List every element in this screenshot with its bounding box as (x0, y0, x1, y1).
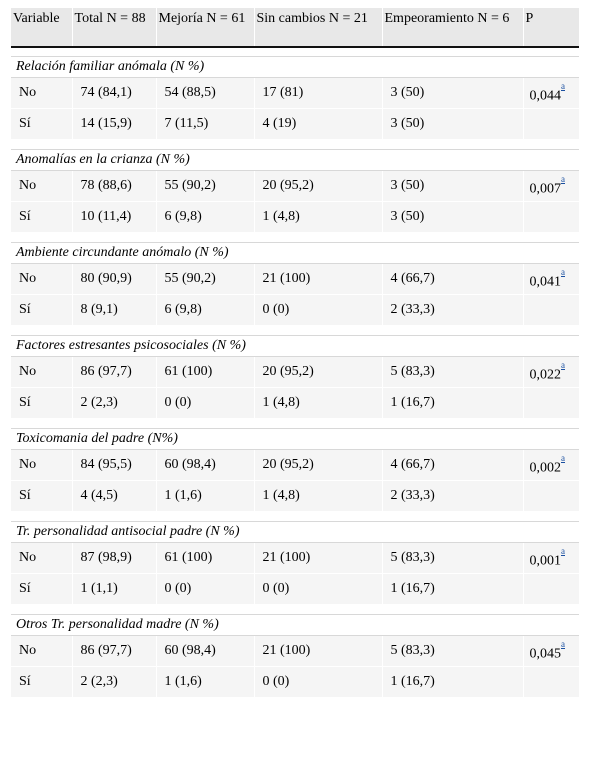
footnote-ref (561, 453, 565, 469)
footnote-link[interactable]: a (561, 360, 565, 371)
cell-sin-cambios: 1 (4,8) (254, 388, 382, 419)
section-row (11, 522, 579, 543)
section-spacer (11, 47, 579, 57)
footnote-link[interactable]: a (561, 546, 565, 557)
p-value: 0,041 (529, 274, 561, 290)
cell-empeoramiento: 3 (50) (382, 78, 523, 109)
section-row (11, 57, 579, 78)
p-value: 0,045 (529, 646, 561, 662)
table-row (11, 388, 579, 419)
p-value: 0,007 (529, 181, 561, 197)
header-p: P (523, 8, 579, 47)
cell-mejoria: 55 (90,2) (156, 264, 254, 295)
section-title: Relación familiar anómala (N %) (11, 57, 579, 78)
footnote-link[interactable]: a (561, 81, 565, 92)
section-row (11, 150, 579, 171)
section-title: Ambiente circundante anómalo (N %) (11, 243, 579, 264)
spacer-cell (11, 140, 579, 150)
section-title: Toxicomania del padre (N%) (11, 429, 579, 450)
section-title: Factores estresantes psicosociales (N %) (11, 336, 579, 357)
section-title: Otros Tr. personalidad madre (N %) (11, 615, 579, 636)
cell-sin-cambios: 21 (100) (254, 264, 382, 295)
p-value: 0,002 (529, 460, 561, 476)
cell-label: No (11, 264, 72, 295)
table-row (11, 264, 579, 295)
footnote-ref (561, 174, 565, 190)
cell-total: 4 (4,5) (72, 481, 156, 512)
table-row (11, 543, 579, 574)
cell-empeoramiento: 3 (50) (382, 202, 523, 233)
spacer-cell (11, 233, 579, 243)
cell-label: Sí (11, 202, 72, 233)
cell-mejoria: 55 (90,2) (156, 171, 254, 202)
cell-label: No (11, 78, 72, 109)
cell-p (523, 171, 579, 202)
cell-label: Sí (11, 295, 72, 326)
cell-total: 2 (2,3) (72, 388, 156, 419)
cell-label: No (11, 636, 72, 667)
footnote-ref (561, 81, 565, 97)
cell-sin-cambios: 20 (95,2) (254, 171, 382, 202)
cell-empeoramiento: 4 (66,7) (382, 264, 523, 295)
cell-empeoramiento: 3 (50) (382, 109, 523, 140)
header-variable: Variable (11, 8, 72, 47)
cell-p (523, 264, 579, 295)
table-row (11, 109, 579, 140)
cell-empeoramiento: 1 (16,7) (382, 667, 523, 698)
cell-sin-cambios: 21 (100) (254, 636, 382, 667)
cell-total: 14 (15,9) (72, 109, 156, 140)
cell-empeoramiento: 1 (16,7) (382, 574, 523, 605)
header-mejoria: Mejoría N = 61 (156, 8, 254, 47)
section-spacer (11, 419, 579, 429)
cell-label: Sí (11, 388, 72, 419)
section-row (11, 615, 579, 636)
cell-label: No (11, 171, 72, 202)
table-row (11, 78, 579, 109)
table-row (11, 171, 579, 202)
cell-mejoria: 1 (1,6) (156, 667, 254, 698)
cell-mejoria: 7 (11,5) (156, 109, 254, 140)
cell-sin-cambios: 0 (0) (254, 295, 382, 326)
footnote-ref (561, 360, 565, 376)
footnote-link[interactable]: a (561, 174, 565, 185)
cell-label: No (11, 450, 72, 481)
spacer-cell (11, 47, 579, 57)
cell-total: 74 (84,1) (72, 78, 156, 109)
cell-sin-cambios: 1 (4,8) (254, 202, 382, 233)
cell-total: 78 (88,6) (72, 171, 156, 202)
table-row (11, 574, 579, 605)
cell-empeoramiento: 2 (33,3) (382, 295, 523, 326)
cell-total: 8 (9,1) (72, 295, 156, 326)
section-spacer (11, 605, 579, 615)
cell-empeoramiento: 5 (83,3) (382, 357, 523, 388)
cell-total: 86 (97,7) (72, 357, 156, 388)
section-row (11, 429, 579, 450)
footnote-link[interactable]: a (561, 639, 565, 650)
cell-total: 2 (2,3) (72, 667, 156, 698)
footnote-link[interactable]: a (561, 267, 565, 278)
cell-sin-cambios: 21 (100) (254, 543, 382, 574)
cell-p (523, 78, 579, 109)
cell-mejoria: 54 (88,5) (156, 78, 254, 109)
spacer-cell (11, 419, 579, 429)
section-spacer (11, 140, 579, 150)
p-value: 0,001 (529, 553, 561, 569)
table-body (11, 47, 579, 698)
section-spacer (11, 512, 579, 522)
cell-sin-cambios: 20 (95,2) (254, 357, 382, 388)
cell-total: 87 (98,9) (72, 543, 156, 574)
p-value: 0,022 (529, 367, 561, 383)
cell-sin-cambios: 4 (19) (254, 109, 382, 140)
section-title: Anomalías en la crianza (N %) (11, 150, 579, 171)
cell-p (523, 450, 579, 481)
cell-p (523, 202, 579, 233)
table-row (11, 202, 579, 233)
cell-mejoria: 61 (100) (156, 543, 254, 574)
results-table (11, 8, 579, 698)
table-row (11, 450, 579, 481)
cell-total: 84 (95,5) (72, 450, 156, 481)
cell-empeoramiento: 2 (33,3) (382, 481, 523, 512)
cell-p (523, 388, 579, 419)
section-spacer (11, 233, 579, 243)
cell-total: 86 (97,7) (72, 636, 156, 667)
cell-total: 1 (1,1) (72, 574, 156, 605)
cell-p (523, 543, 579, 574)
cell-p (523, 574, 579, 605)
cell-total: 80 (90,9) (72, 264, 156, 295)
spacer-cell (11, 326, 579, 336)
cell-empeoramiento: 3 (50) (382, 171, 523, 202)
cell-label: No (11, 357, 72, 388)
cell-mejoria: 0 (0) (156, 388, 254, 419)
spacer-cell (11, 512, 579, 522)
header-total: Total N = 88 (72, 8, 156, 47)
cell-mejoria: 61 (100) (156, 357, 254, 388)
cell-sin-cambios: 1 (4,8) (254, 481, 382, 512)
table-row (11, 357, 579, 388)
cell-mejoria: 0 (0) (156, 574, 254, 605)
spacer-cell (11, 605, 579, 615)
cell-label: Sí (11, 109, 72, 140)
footnote-ref (561, 546, 565, 562)
cell-mejoria: 6 (9,8) (156, 202, 254, 233)
cell-p (523, 667, 579, 698)
cell-p (523, 357, 579, 388)
cell-sin-cambios: 0 (0) (254, 574, 382, 605)
cell-empeoramiento: 1 (16,7) (382, 388, 523, 419)
cell-p (523, 636, 579, 667)
table-row (11, 636, 579, 667)
cell-mejoria: 1 (1,6) (156, 481, 254, 512)
cell-p (523, 109, 579, 140)
table-row (11, 295, 579, 326)
cell-p (523, 481, 579, 512)
cell-label: Sí (11, 574, 72, 605)
cell-label: No (11, 543, 72, 574)
cell-label: Sí (11, 667, 72, 698)
footnote-link[interactable]: a (561, 453, 565, 464)
cell-mejoria: 60 (98,4) (156, 636, 254, 667)
cell-p (523, 295, 579, 326)
p-value: 0,044 (529, 88, 561, 104)
section-spacer (11, 326, 579, 336)
cell-sin-cambios: 17 (81) (254, 78, 382, 109)
cell-empeoramiento: 5 (83,3) (382, 543, 523, 574)
cell-total: 10 (11,4) (72, 202, 156, 233)
section-row (11, 336, 579, 357)
section-row (11, 243, 579, 264)
section-title: Tr. personalidad antisocial padre (N %) (11, 522, 579, 543)
table-header (11, 8, 579, 47)
header-sin-cambios: Sin cambios N = 21 (254, 8, 382, 47)
table-row (11, 667, 579, 698)
cell-empeoramiento: 5 (83,3) (382, 636, 523, 667)
cell-mejoria: 6 (9,8) (156, 295, 254, 326)
cell-mejoria: 60 (98,4) (156, 450, 254, 481)
cell-label: Sí (11, 481, 72, 512)
cell-sin-cambios: 0 (0) (254, 667, 382, 698)
header-empeoramiento: Empeoramiento N = 6 (382, 8, 523, 47)
footnote-ref (561, 639, 565, 655)
table-row (11, 481, 579, 512)
cell-empeoramiento: 4 (66,7) (382, 450, 523, 481)
footnote-ref (561, 267, 565, 283)
cell-sin-cambios: 20 (95,2) (254, 450, 382, 481)
